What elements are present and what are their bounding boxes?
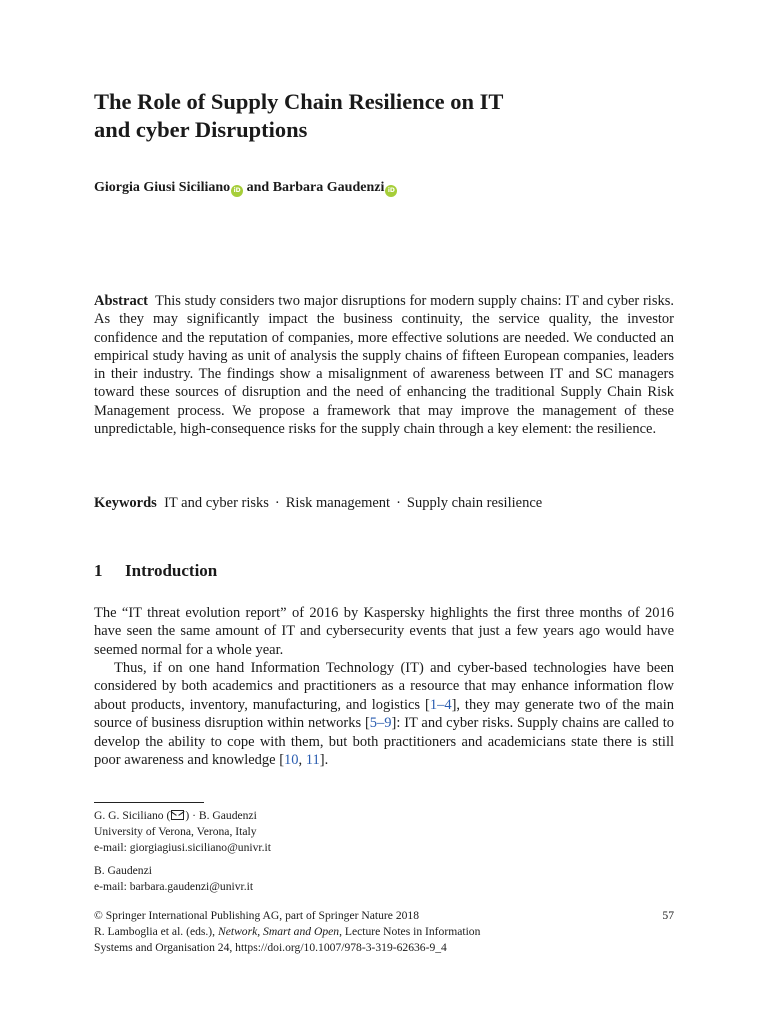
citation-link[interactable]: 5–9 — [369, 715, 392, 732]
abstract-label: Abstract — [94, 293, 148, 309]
footnote-authors-line — [94, 808, 674, 824]
author-2-name: Barbara Gaudenzi — [272, 180, 385, 195]
footnote-divider — [94, 802, 204, 803]
author-footnote-2 — [94, 863, 674, 895]
section-title: Introduction — [125, 561, 218, 580]
body-text: ]. — [319, 752, 329, 769]
title-line-2: and cyber Disruptions — [94, 117, 308, 142]
keyword-item: Risk management — [285, 495, 391, 511]
footnote-text: G. G. Siciliano ( — [94, 809, 171, 822]
citation-link[interactable]: 1–4 — [429, 696, 452, 713]
author-connector: and — [246, 180, 270, 195]
orcid-icon[interactable]: iD — [385, 185, 397, 197]
page-number: 57 — [662, 909, 674, 922]
keyword-item: Supply chain resilience — [406, 495, 543, 511]
keyword-separator: · — [274, 495, 280, 511]
abstract-text: This study considers two major disruptions for modern supply chains: IT and cyber risks. As they may significantly impact the business continuity, the service quality, the investor confidence and the reputation of companies, more effective solutions are needed. We conducted an empirical study having as unit of analysis the supply chains of fifteen European companies, leaders in their industry. The findings show a misalignment of awareness between IT and SC managers toward these sources of disruption and the need of enhancing the traditional Supply Chain Risk Management process. We propose a framework that may improve the management of these unpredictable, high-consequence risks for the supply chain through a key element: the resilience. — [94, 293, 674, 438]
citation-link[interactable]: 10 — [284, 752, 299, 769]
paper-title — [94, 88, 674, 144]
author-1-name: Giorgia Giusi Siciliano — [94, 180, 231, 195]
keywords-label: Keywords — [94, 495, 157, 511]
book-title: Network, Smart and Open — [217, 925, 340, 938]
keywords — [94, 494, 674, 512]
author-list — [94, 178, 397, 198]
copyright-line-3[interactable]: Systems and Organisation 24, https://doi.org/10.1007/978-3-319-62636-9_4 — [94, 941, 447, 954]
footnote-text: ) · B. Gaudenzi — [185, 809, 257, 822]
copyright-text: , Lecture Notes in Information — [339, 925, 481, 938]
section-number: 1 — [94, 561, 103, 580]
body-text: ]: IT and cyber risks. Supply chains are called to develop the ability to cope with them, but both practitioners and academicians state there is still poor awareness and knowledge [ — [94, 715, 674, 769]
body-text: , — [298, 752, 306, 769]
footnote-email-2[interactable]: e-mail: barbara.gaudenzi@univr.it — [94, 880, 254, 893]
footnote-email-1[interactable]: e-mail: giorgiagiusi.siciliano@univr.it — [94, 841, 271, 854]
copyright-line-2 — [94, 924, 674, 940]
citation-link[interactable]: 11 — [305, 752, 320, 769]
orcid-icon[interactable]: iD — [231, 185, 243, 197]
body-paragraph-2 — [94, 659, 674, 769]
copyright-line-1: © Springer International Publishing AG, part of Springer Nature 2018 — [94, 909, 420, 922]
title-line-1: The Role of Supply Chain Resilience on IT — [94, 89, 504, 114]
keyword-item: IT and cyber risks — [164, 495, 269, 511]
author-footnote-1 — [94, 808, 674, 856]
footnote-affiliation: University of Verona, Verona, Italy — [94, 825, 257, 838]
section-heading — [94, 560, 217, 582]
abstract — [94, 292, 674, 438]
keyword-separator: · — [396, 495, 401, 511]
copyright-text: R. Lamboglia et al. (eds.), — [94, 925, 218, 938]
footnote-author-name: B. Gaudenzi — [94, 864, 152, 877]
body-text: ], they may generate two of the main source of business disruption within networks [ — [94, 696, 674, 732]
body-paragraph-1: The “IT threat evolution report” of 2016 by Kaspersky highlights the first three months of 2016 have seen the same amount of IT and cybersecurity events that just a few years ago would have seemed normal for a whole year. — [94, 605, 674, 658]
body-text: Thus, if on one hand Information Technology (IT) and cyber-based technologies have been considered by both academics and practitioners as a resource that may enhance information flow about products, inventory, manufacturing, and logistics [ — [94, 660, 674, 713]
copyright-block — [94, 908, 674, 956]
envelope-icon — [171, 810, 184, 820]
